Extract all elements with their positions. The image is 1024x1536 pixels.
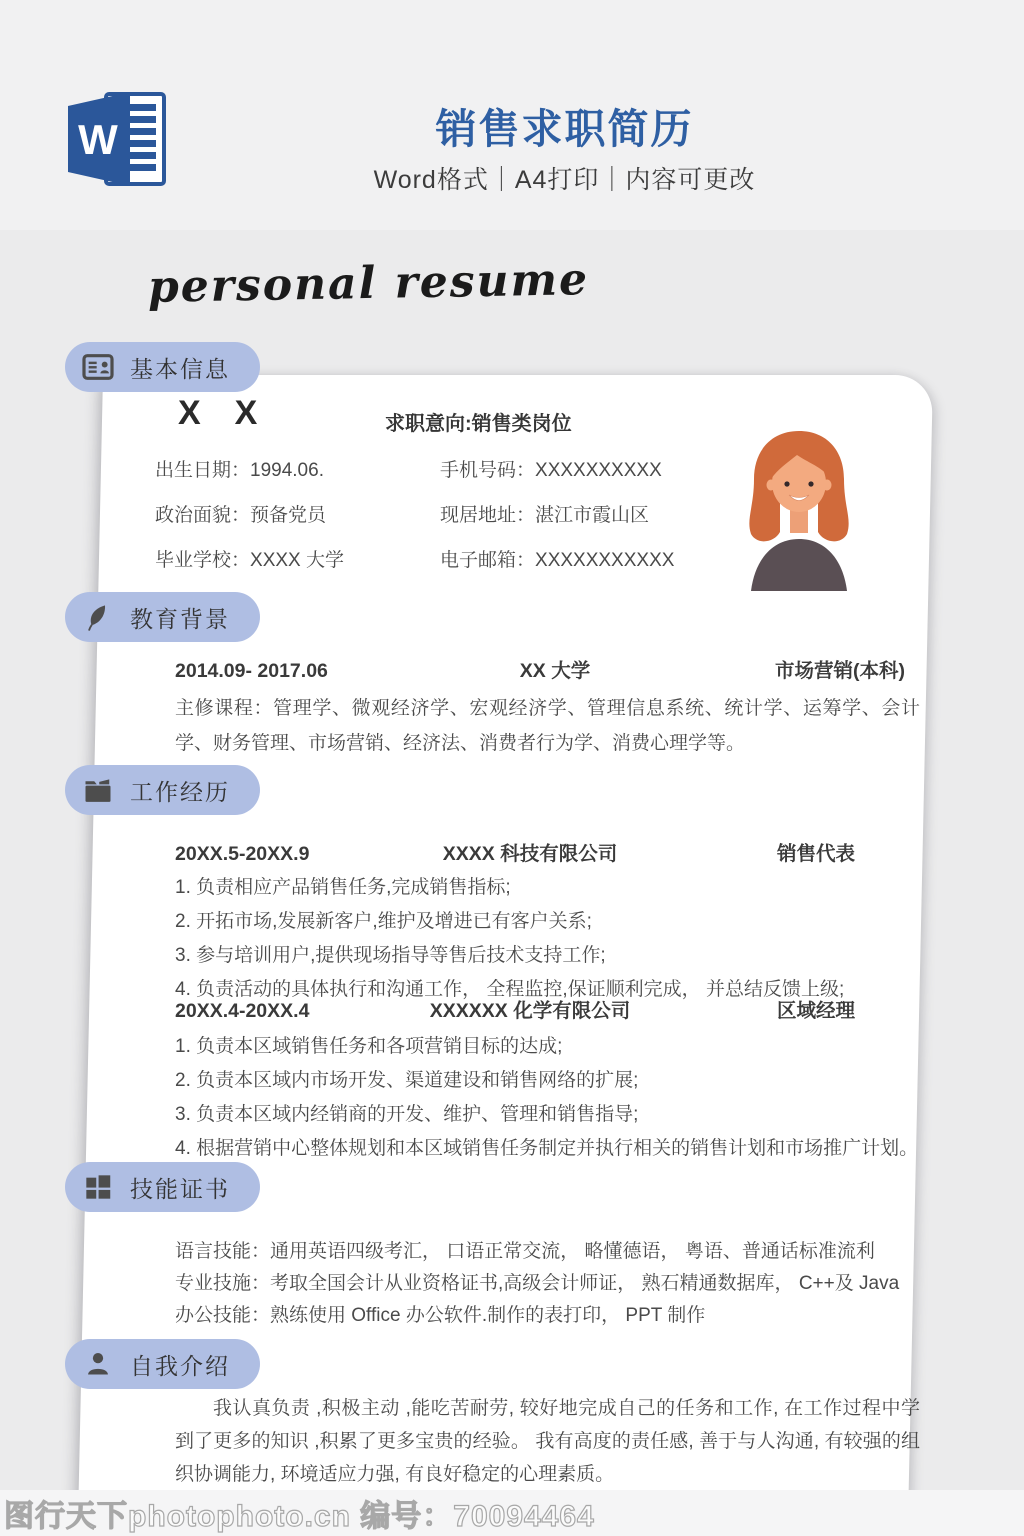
skill-line-office: 办公技能：熟练使用 Office 办公软件.制作的表打印， PPT 制作 [175, 1305, 706, 1326]
id-card-icon [81, 351, 115, 383]
folder-icon [81, 774, 115, 806]
field-email: 电子邮箱：XXXXXXXXXXX [440, 550, 675, 571]
education-heading-row [175, 655, 905, 683]
field-birth: 出生日期：1994.06. [155, 460, 324, 481]
page-subtitle: Word格式｜A4打印｜内容可更改 [373, 166, 756, 194]
watermark-bar [0, 1490, 1024, 1536]
job1-position: 销售代表 [776, 843, 855, 865]
job2-position: 区域经理 [776, 1000, 855, 1022]
script-heading: personal resume [147, 254, 590, 313]
job2-heading-row [175, 995, 855, 1023]
section-label-education: 教育背景 [130, 605, 230, 632]
job1-item: 3. 参与培训用户,提供现场指导等售后技术支持工作; [175, 945, 606, 966]
svg-text:W: W [78, 116, 118, 163]
watermark-text: 图行天下photophoto.cn 编号：70094464 [4, 1500, 595, 1533]
education-school: XX 大学 [519, 660, 591, 682]
page-title: 销售求职简历 [435, 106, 694, 152]
person-icon [81, 1348, 115, 1380]
job1-item: 4. 负责活动的具体执行和沟通工作， 全程监控,保证顺利完成， 并总结反馈上级; [175, 979, 845, 1000]
leaf-icon [81, 601, 115, 633]
candidate-name: X X [178, 394, 258, 432]
skill-line-professional: 专业技施：考取全国会计从业资格证书,高级会计师证， 熟石精通数据库， C++及 Java [175, 1273, 900, 1294]
job2-item: 2. 负责本区域内市场开发、渠道建设和销售网络的扩展; [175, 1070, 639, 1091]
job1-company: XXXX 科技有限公司 [442, 843, 618, 865]
job1-heading-row [175, 838, 855, 866]
avatar [737, 421, 861, 591]
section-label-skills: 技能证书 [130, 1175, 230, 1202]
four-squares-icon [81, 1171, 115, 1203]
field-address: 现居地址：湛江市霞山区 [440, 505, 650, 526]
section-pill-skills [65, 1162, 260, 1212]
education-courses: 主修课程：管理学、微观经济学、宏观经济学、管理信息系统、统计学、运筹学、会计学、财务管理、市场营销、经济法、消费者行为学、消费心理学等。 [175, 698, 920, 754]
job2-company: XXXXXX 化学有限公司 [429, 1000, 631, 1022]
job1-item: 1. 负责相应产品销售任务,完成销售指标; [175, 877, 511, 898]
section-label-basic: 基本信息 [130, 355, 230, 382]
field-school: 毕业学校：XXXX 大学 [155, 550, 344, 571]
section-pill-education [65, 592, 260, 642]
job2-item: 3. 负责本区域内经销商的开发、维护、管理和销售指导; [175, 1104, 639, 1125]
job1-date: 20XX.5-20XX.9 [175, 843, 310, 865]
section-pill-basic [65, 342, 260, 392]
skill-line-language: 语言技能：通用英语四级考汇， 口语正常交流， 略懂德语， 粤语、普通话标准流利 [175, 1241, 875, 1262]
section-pill-work [65, 765, 260, 815]
job-intention: 求职意向:销售类岗位 [385, 413, 572, 435]
field-political: 政治面貌：预备党员 [155, 505, 327, 526]
job2-date: 20XX.4-20XX.4 [175, 1000, 310, 1022]
job2-item: 4. 根据营销中心整体规划和本区域销售任务制定并执行相关的销售计划和市场推广计划。 [175, 1138, 919, 1159]
education-date: 2014.09- 2017.06 [175, 660, 328, 682]
field-phone: 手机号码：XXXXXXXXXX [440, 460, 662, 481]
section-pill-intro [65, 1339, 260, 1389]
section-label-intro: 自我介绍 [130, 1352, 230, 1379]
job2-item: 1. 负责本区域销售任务和各项营销目标的达成; [175, 1036, 563, 1057]
section-label-work: 工作经历 [130, 778, 230, 805]
education-major: 市场营销(本科) [775, 660, 905, 682]
self-intro-text: 我认真负责 ,积极主动 ,能吃苦耐劳, 较好地完成自己的任务和工作, 在工作过程中学到了更多的知识 ,积累了更多宝贵的经验。 我有高度的责任感, 善于与人沟通, 有较强的组织协调能力, 环境适应力强, 有良好稳定的心理素质。 [175, 1398, 920, 1485]
job1-item: 2. 开拓市场,发展新客户,维护及增进已有客户关系; [175, 911, 592, 932]
